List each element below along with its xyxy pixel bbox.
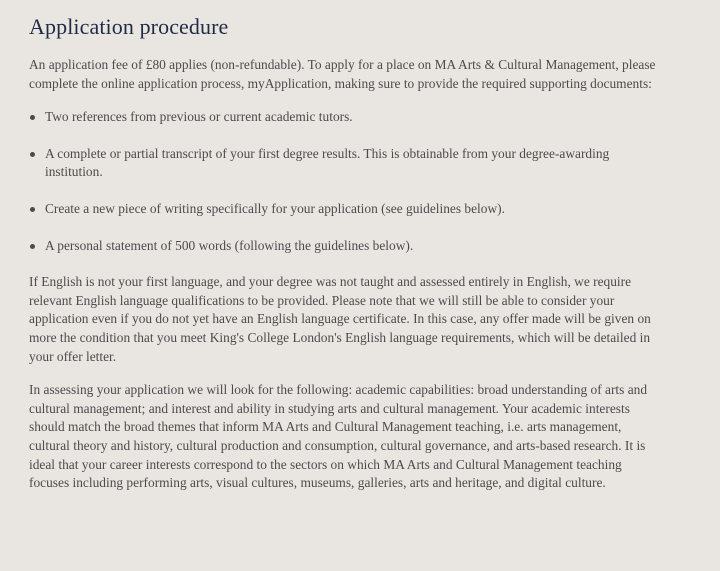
section-heading: Application procedure — [29, 14, 229, 39]
bullet-icon — [30, 207, 35, 212]
requirements-list — [29, 108, 660, 255]
bullet-icon — [30, 152, 35, 157]
requirement-writing — [29, 200, 660, 219]
requirement-text: Two references from previous or current academic tutors. — [45, 109, 353, 125]
bullet-icon — [30, 244, 35, 249]
requirement-references — [29, 108, 660, 127]
requirement-personal-statement — [29, 237, 660, 256]
requirement-text: Create a new piece of writing specifically for your application (see guidelines below). — [45, 200, 505, 216]
requirement-transcript — [29, 145, 660, 182]
requirement-text: A complete or partial transcript of your first degree results. This is obtainable from your degree-awarding institution. — [45, 145, 610, 180]
english-language-paragraph: If English is not your first language, and your degree was not taught and assessed entirely in English, we require relevant English language qualifications to be provided. Please note that we will still be able to consider your application even if you do not yet have an English language certificate. In this case, any offer made will be given on more the condition that you meet King's College London's English language requirements, which will be detailed in your offer letter. — [29, 274, 651, 364]
requirement-text: A personal statement of 500 words (following the guidelines below). — [45, 237, 414, 253]
intro-paragraph: An application fee of £80 applies (non-refundable). To apply for a place on MA Arts & Cultural Management, please complete the online application process, myApplication, making sure to provide the required supporting documents: — [29, 57, 656, 91]
bullet-icon — [30, 115, 35, 120]
assessment-paragraph: In assessing your application we will look for the following: academic capabilities: broad understanding of arts and cultural management; and interest and ability in studying arts and cultural management. Your academic interests should match the broad themes that inform MA Arts and Cultural Management teaching, i.e. arts management, cultural theory and history, cultural production and consumption, cultural governance, and arts-based research. It is ideal that your career interests correspond to the sectors on which MA Arts and Cultural Management teaching focuses including performing arts, visual cultures, museums, galleries, arts and heritage, and digital culture. — [29, 382, 648, 491]
